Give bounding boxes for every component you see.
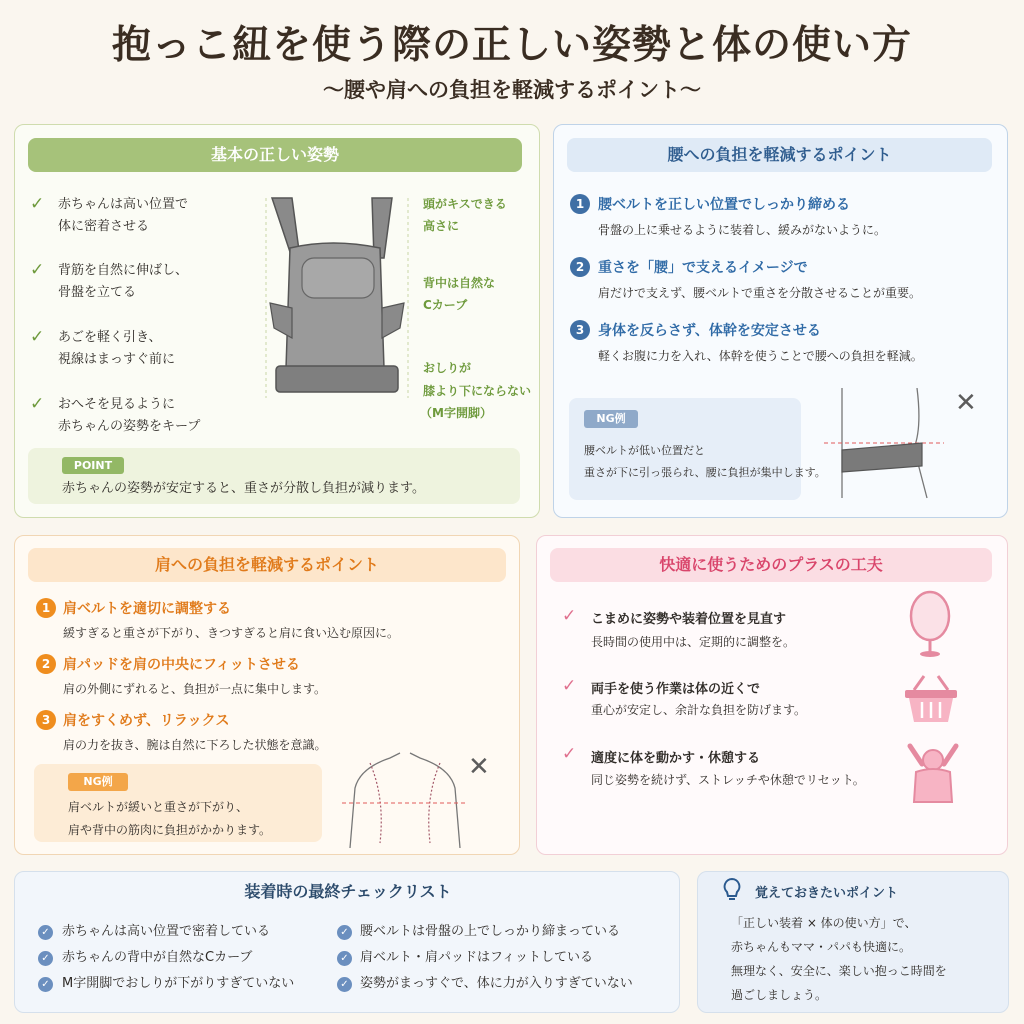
checklist-heading: 装着時の最終チェックリスト (244, 882, 452, 901)
basic-heading: 基本の正しい姿勢 (28, 138, 522, 172)
check-icon: ✓ (562, 744, 577, 764)
basic-item-line: 体に密着させる (58, 219, 150, 234)
comfort-item-body: 同じ姿勢を続けず、ストレッチや休憩でリセット。 (591, 773, 865, 787)
page-subtitle: 〜腰や肩への負担を軽減するポイント〜 (323, 78, 701, 102)
shoulder-ng-text: 肩や背中の筋肉に負担がかかります。 (68, 823, 272, 837)
back-label: Cカーブ (423, 298, 468, 312)
waist-point-body: 骨盤の上に乗せるように装着し、緩みがないように。 (598, 223, 887, 237)
check-icon: ✓ (30, 194, 45, 214)
baby-carrier-illustration (262, 188, 412, 408)
stretch-icon (902, 742, 964, 808)
lightbulb-icon (722, 877, 742, 903)
basic-item-line: おへそを見るように (58, 397, 176, 412)
checklist-item: M字開脚でおしりが下がりすぎていない (62, 976, 295, 991)
memo-line: 過ごしましょう。 (731, 988, 828, 1002)
basic-item-line: あごを軽く引き、 (58, 330, 162, 345)
comfort-item-title: 適度に体を動かす・休憩する (591, 751, 761, 766)
number-badge: 1 (36, 598, 56, 618)
point-text: 赤ちゃんの姿勢が安定すると、重さが分散し負担が減ります。 (62, 481, 425, 496)
shoulder-point-body: 肩の外側にずれると、負担が一点に集中します。 (63, 682, 327, 696)
ng-cross-icon: ✕ (955, 388, 977, 418)
number-badge: 2 (36, 654, 56, 674)
head-label: 高さに (423, 219, 460, 233)
check-icon: ✓ (38, 951, 53, 966)
shoulder-back-illustration (340, 748, 470, 848)
waist-ng-text: 重さが下に引っ張られ、腰に負担が集中します。 (584, 466, 826, 479)
basket-icon (902, 672, 960, 724)
check-icon: ✓ (38, 925, 53, 940)
shoulder-heading: 肩への負担を軽減するポイント (28, 548, 506, 582)
check-icon: ✓ (38, 977, 53, 992)
comfort-item-body: 重心が安定し、余計な負担を防げます。 (591, 703, 807, 717)
comfort-item-body: 長時間の使用中は、定期的に調整を。 (591, 635, 796, 649)
waist-heading: 腰への負担を軽減するポイント (567, 138, 992, 172)
low-belt-illustration (822, 388, 947, 503)
check-icon: ✓ (337, 951, 352, 966)
memo-line: 赤ちゃんもママ・パパも快適に。 (731, 940, 912, 954)
basic-item-line: 赤ちゃんの姿勢をキープ (58, 419, 201, 434)
checklist-item: 姿勢がまっすぐで、体に力が入りすぎていない (360, 976, 633, 991)
hip-label: おしりが (423, 361, 472, 375)
checklist-item: 肩ベルト・肩パッドはフィットしている (360, 950, 593, 965)
comfort-heading: 快適に使うためのプラスの工夫 (550, 548, 992, 582)
head-label: 頭がキスできる (423, 197, 507, 211)
check-icon: ✓ (337, 925, 352, 940)
shoulder-point-body: 肩の力を抜き、腕は自然に下ろした状態を意識。 (63, 738, 327, 752)
basic-item-line: 骨盤を立てる (58, 285, 137, 300)
waist-ng-text: 腰ベルトが低い位置だと (584, 444, 705, 457)
waist-point-title: 身体を反らさず、体幹を安定させる (598, 323, 821, 339)
number-badge: 1 (570, 194, 590, 214)
number-badge: 2 (570, 257, 590, 277)
check-icon: ✓ (562, 606, 577, 626)
waist-point-title: 腰ベルトを正しい位置でしっかり締める (598, 197, 850, 213)
memo-heading: 覚えておきたいポイント (755, 886, 899, 901)
checklist-item: 赤ちゃんの背中が自然なCカーブ (62, 950, 253, 965)
check-icon: ✓ (337, 977, 352, 992)
shoulder-point-title: 肩パッドを肩の中央にフィットさせる (63, 657, 300, 673)
ng-tag: NG例 (68, 773, 128, 791)
memo-line: 無理なく、安全に、楽しい抱っこ時間を (731, 964, 947, 978)
check-icon: ✓ (30, 327, 45, 347)
checklist-item: 赤ちゃんは高い位置で密着している (62, 924, 271, 939)
comfort-item-title: こまめに姿勢や装着位置を見直す (591, 612, 787, 627)
basic-item-line: 背筋を自然に伸ばし、 (58, 263, 189, 278)
comfort-item-title: 両手を使う作業は体の近くで (591, 682, 761, 697)
hip-label: （M字開脚） (420, 406, 492, 420)
check-icon: ✓ (30, 260, 45, 280)
number-badge: 3 (570, 320, 590, 340)
waist-point-body: 軽くお腹に力を入れ、体幹を使うことで腰への負担を軽減。 (598, 349, 923, 363)
waist-point-body: 肩だけで支えず、腰ベルトで重さを分散させることが重要。 (598, 286, 922, 300)
shoulder-point-title: 肩をすくめず、リラックス (63, 713, 230, 729)
back-label: 背中は自然な (423, 276, 496, 290)
shoulder-point-title: 肩ベルトを適切に調整する (63, 601, 231, 617)
check-icon: ✓ (562, 676, 577, 696)
check-icon: ✓ (30, 394, 45, 414)
shoulder-ng-text: 肩ベルトが緩いと重さが下がり、 (68, 800, 249, 814)
ng-tag: NG例 (584, 410, 638, 428)
mirror-icon (905, 590, 955, 658)
shoulder-point-body: 緩すぎると重さが下がり、きつすぎると肩に食い込む原因に。 (63, 626, 400, 640)
point-tag: POINT (62, 457, 124, 474)
page-title: 抱っこ紐を使う際の正しい姿勢と体の使い方 (111, 23, 912, 68)
ng-cross-icon: ✕ (468, 752, 490, 782)
basic-item-line: 赤ちゃんは高い位置で (58, 197, 189, 212)
waist-point-title: 重さを「腰」で支えるイメージで (598, 260, 808, 276)
checklist-item: 腰ベルトは骨盤の上でしっかり締まっている (360, 924, 621, 939)
basic-item-line: 視線はまっすぐ前に (58, 352, 176, 367)
number-badge: 3 (36, 710, 56, 730)
hip-label: 膝より下にならない (423, 384, 532, 398)
memo-line: 「正しい装着 × 体の使い方」で、 (731, 916, 917, 930)
